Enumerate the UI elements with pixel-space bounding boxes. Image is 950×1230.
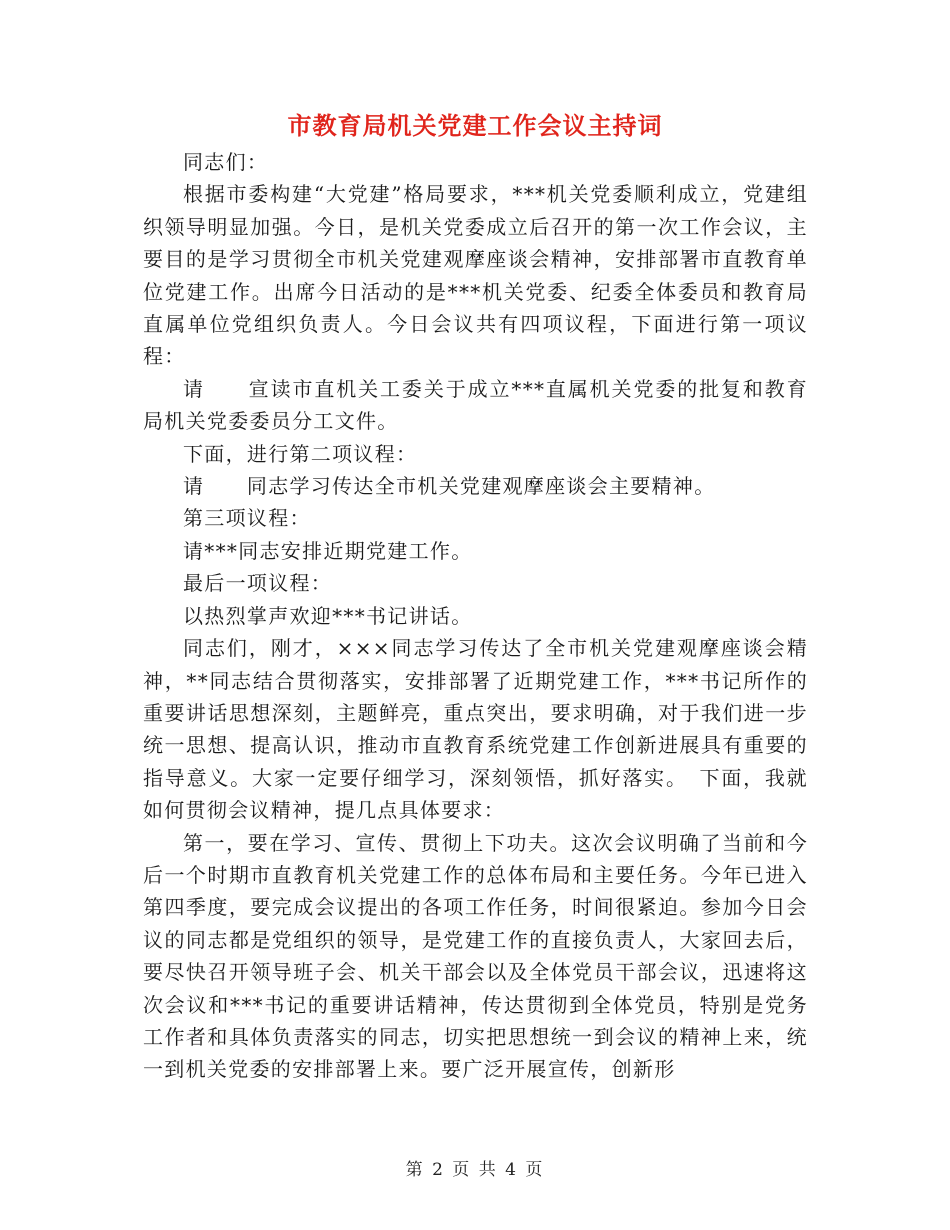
paragraph-requirement-1: 第一，要在学习、宣传、贯彻上下功夫。这次会议明确了当前和今后一个时期市直教育机关党建工作的总体布局和主要任务。今年已进入第四季度，要完成会议提出的各项工作任务，时间很紧迫。参加今日会议的同志都是党组织的领导，是党建工作的直接负责人，大家回去后，要尽快召开领导班子会、机关干部会以及全体党员干部会议，迅速将这次会议和***书记的重要讲话精神，传达贯彻到全体党员，特别是党务工作者和具体负责落实的同志，切实把思想统一到会议的精神上来，统一到机关党委的安排部署上来。要广泛开展宣传，创新形: [143, 830, 808, 1082]
paragraph-greeting: 同志们：: [183, 150, 269, 174]
paragraph-agenda-2-heading: 下面，进行第二项议程：: [183, 441, 418, 466]
paragraph-summary: 同志们，刚才，×××同志学习传达了全市机关党建观摩座谈会精神，**同志结合贯彻落实，安排部署了近期党建工作，***书记所作的重要讲话思想深刻，主题鲜亮，重点突出，要求明确，对于我们进一步统一思想、提高认识，推动市直教育系统党建工作创新进展具有重要的指导意义。大家一定要仔细学习，深刻领悟，抓好落实。 下面，我就如何贯彻会议精神，提几点具体要求：: [143, 636, 808, 823]
paragraph-agenda-2: 请 同志学习传达全市机关党建观摩座谈会主要精神。: [183, 474, 716, 499]
paragraph-agenda-1: 请 宣读市直机关工委关于成立***直属机关党委的批复和教育局机关党委委员分工文件。: [143, 376, 808, 434]
paragraph-intro: 根据市委构建“大党建”格局要求，***机关党委顺利成立，党建组织领导明显加强。今日，是机关党委成立后召开的第一次工作会议，主要目的是学习贯彻全市机关党建观摩座谈会精神，安排部署市直教育单位党建工作。出席今日活动的是***机关党委、纪委全体委员和教育局直属单位党组织负责人。今日会议共有四项议程，下面进行第一项议程：: [143, 182, 808, 369]
document-title: 市教育局机关党建工作会议主持词: [287, 111, 663, 140]
paragraph-agenda-4-heading: 最后一项议程：: [183, 571, 333, 596]
paragraph-agenda-3-heading: 第三项议程：: [183, 506, 311, 531]
paragraph-agenda-3: 请***同志安排近期党建工作。: [183, 538, 473, 563]
page-number-footer: 第 2 页 共 4 页: [405, 1160, 545, 1180]
paragraph-agenda-4: 以热烈掌声欢迎***书记讲话。: [183, 603, 473, 628]
document-body: [143, 146, 808, 1086]
